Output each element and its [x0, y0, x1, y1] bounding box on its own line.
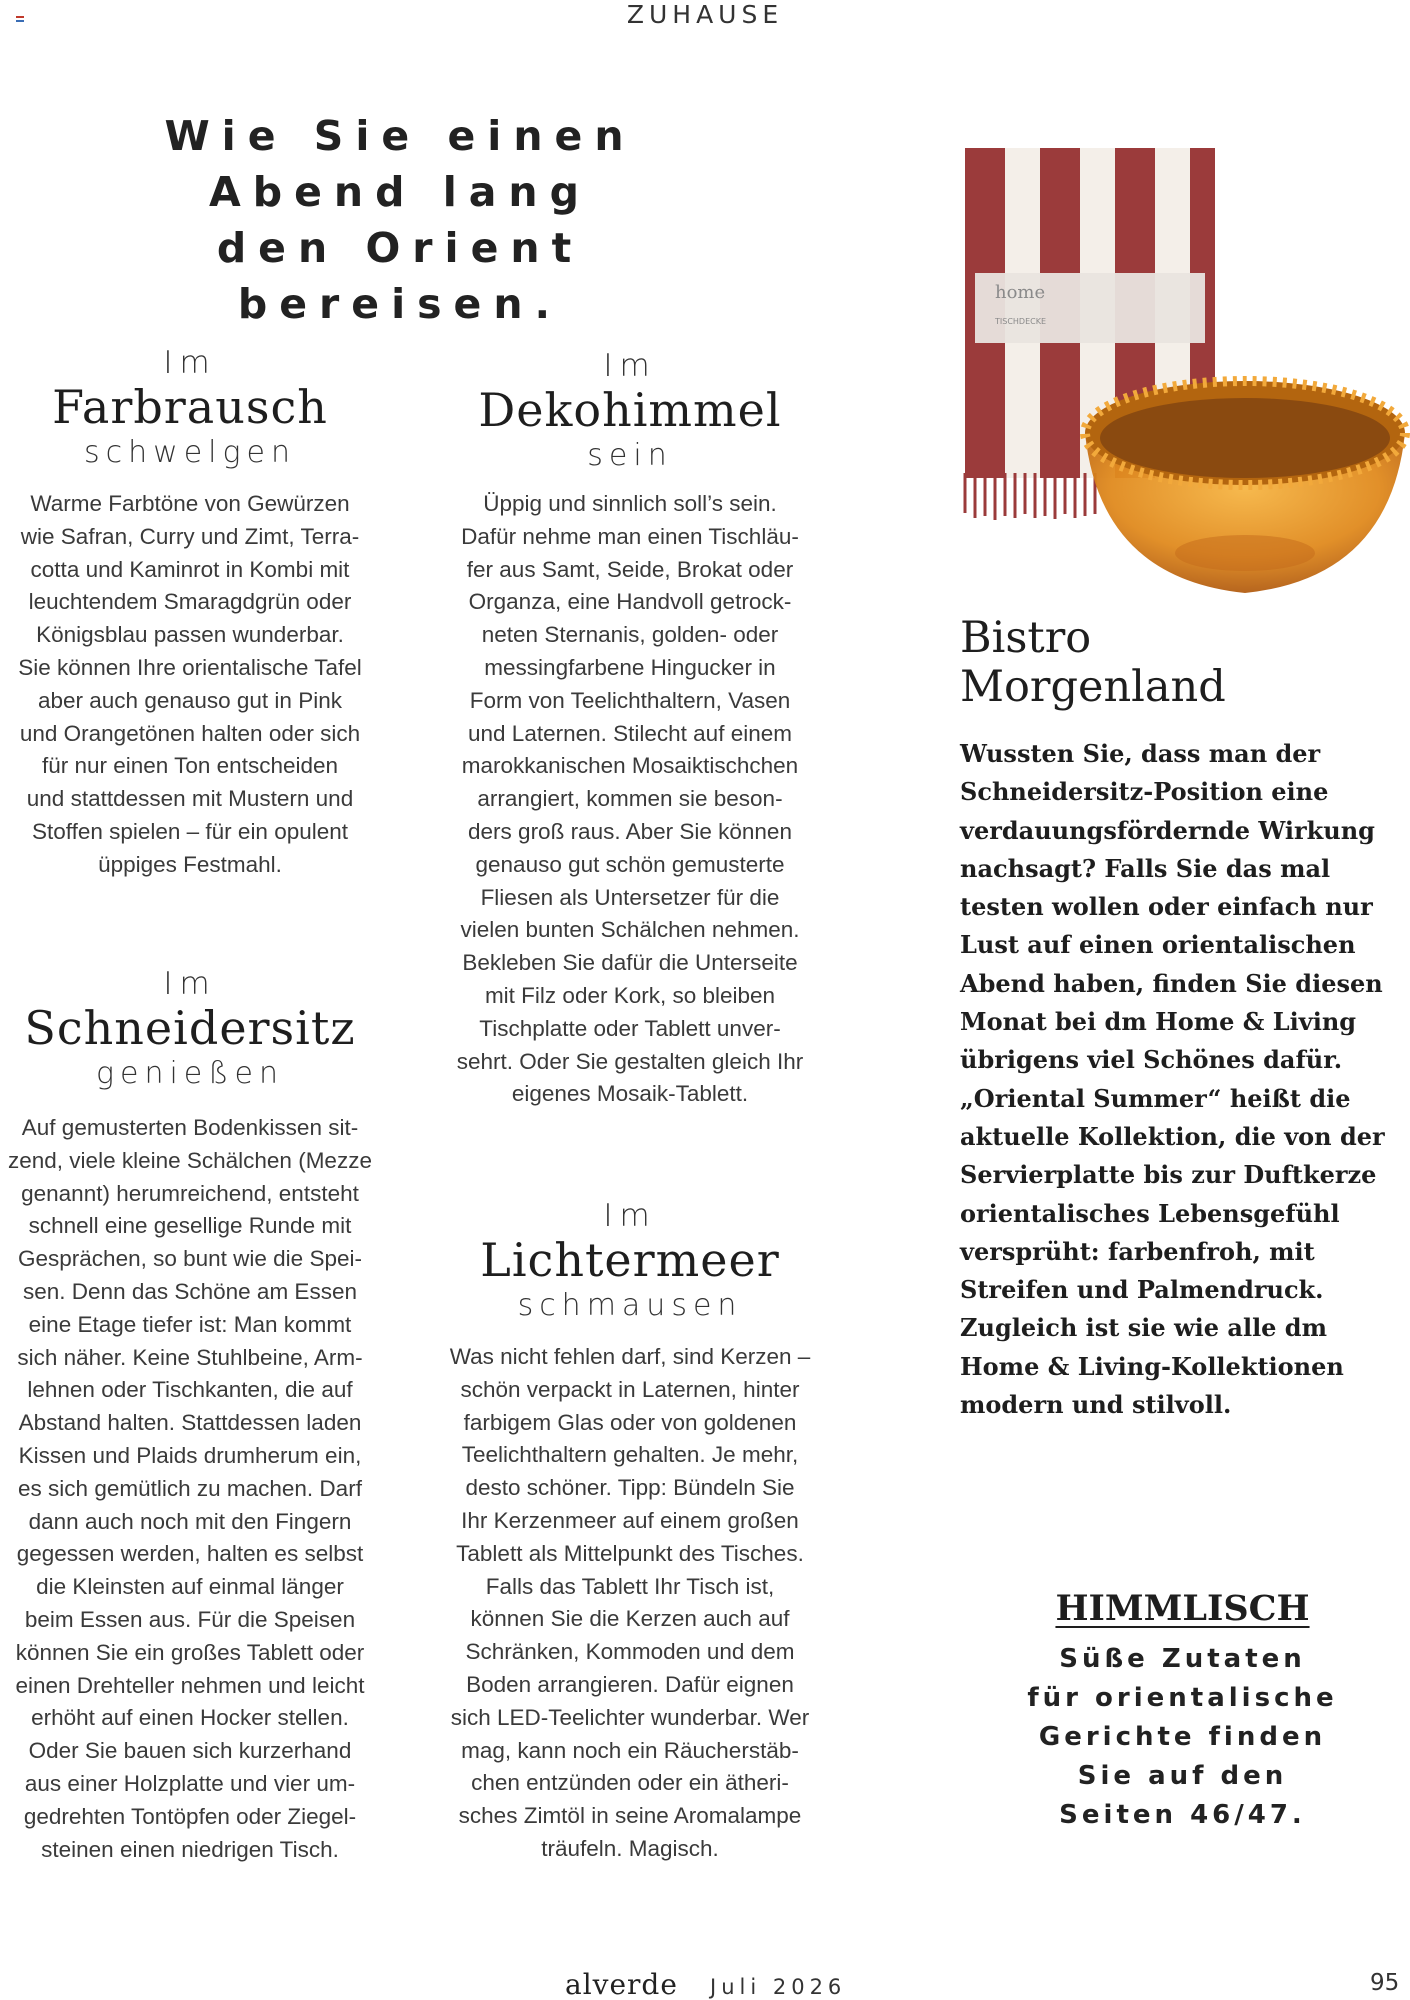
amber-bowl-image: [1085, 381, 1405, 593]
section-text-farbrausch: Warme Farbtöne von Gewürzen wie Safran, Curry und Zimt, Terra- cotta und Kaminrot in Kombi mit leuchtendem Smaragdgrün oder Königsblau passen wunderbar. Sie können Ihre orientalische Tafel aber auch genauso gut in Pink und Orangetönen halten oder sich für nur einen Ton entscheiden und stattdessen mit Mustern und Stoffen spielen – für ein opulent üppiges Festmahl.: [18, 491, 362, 877]
bistro-text: Wussten Sie, dass man der Schneidersitz-Position eine verdauungsfördernde Wirkung nachsagt? Falls Sie das mal testen wollen oder einfach nur Lust auf einen orientalischen Abend haben, finden Sie diesen Monat bei dm Home & Living übrigens viel Schönes dafür. „Oriental Summer“ heißt die aktuelle Kollektion, die von der Servierplatte bis zur Duftkerze orientalisches Lebensgefühl versprüht: farbenfroh, mit Streifen und Palmendruck. Zugleich ist sie wie alle dm Home & Living-Kollektionen modern und stilvoll.: [960, 739, 1385, 1420]
heading-suffix: schmausen: [517, 1288, 743, 1323]
heading-main: Farbrausch: [52, 380, 328, 434]
heading-prefix: Im: [603, 348, 657, 384]
page-title: Wie Sie einen Abend lang den Orient bereisen.: [164, 112, 636, 328]
product-photo: [935, 138, 1410, 603]
heading-suffix: sein: [587, 438, 673, 473]
heading-prefix: Im: [163, 966, 217, 1002]
corner-mark: [16, 16, 24, 22]
footer-date: Juli 2026: [710, 1975, 847, 1999]
package-brand: home: [995, 282, 1046, 303]
heading-prefix: Im: [603, 1198, 657, 1234]
heading-prefix: Im: [163, 345, 217, 381]
section-heading-dekohimmel: [440, 348, 820, 476]
section-label: ZUHAUSE: [626, 0, 784, 29]
section-heading-lichtermeer: [440, 1198, 820, 1326]
heading-suffix: genießen: [95, 1056, 285, 1091]
heading-suffix: schwelgen: [84, 435, 296, 470]
section-text-lichtermeer: Was nicht fehlen darf, sind Kerzen – schön verpackt in Laternen, hinter farbigem Glas oder von goldenen Teelichthaltern gehalten. Je mehr, desto schöner. Tipp: Bündeln Sie Ihr Kerzenmeer auf einem großen Tablett als Mittelpunkt des Tisches. Falls das Tablett Ihr Tisch ist, können Sie die Kerzen auch auf Schränken, Kommoden und dem Boden arrangieren. Dafür eignen sich LED-Teelichter wunderbar. Wer mag, kann noch ein Räucherstäb- chen entzünden oder ein ätheri- sches Zimtöl in seine Aromalampe träufeln. Magisch.: [449, 1344, 811, 1861]
himmlisch-title: HIMMLISCH: [1055, 1588, 1310, 1629]
footer-brand-logo: alverde: [565, 1968, 678, 2000]
heading-main: Dekohimmel: [478, 383, 782, 437]
section-text-schneidersitz: Auf gemusterten Bodenkissen sit- zend, viele kleine Schälchen (Mezze genannt) herumreichend, entsteht schnell eine gesellige Runde mit Gesprächen, so bunt wie die Spei- sen. Denn das Schöne am Essen eine Etage tiefer ist: Man kommt sich näher. Keine Stuhlbeine, Arm- lehnen oder Tischkanten, die auf Abstand halten. Stattdessen laden Kissen und Plaids drumherum ein, es sich gemütlich zu machen. Darf dann auch noch mit den Fingern gegessen werden, halten es selbst die Kleinsten auf einmal länger beim Essen aus. Für die Speisen können Sie ein großes Tablett oder einen Drehteller nehmen und leicht erhöht auf einen Hocker stellen. Oder Sie bauen sich kurzerhand aus einer Holzplatte und vier um- gedrehten Tontöpfen oder Ziegel- steinen einen niedrigen Tisch.: [8, 1115, 372, 1862]
section-heading-farbrausch: [10, 345, 370, 473]
heading-main: Schneidersitz: [24, 1001, 356, 1055]
page-number: 95: [1370, 1970, 1400, 1996]
himmlisch-text: Süße Zutaten für orientalische Gerichte finden Sie auf den Seiten 46/47.: [1027, 1644, 1338, 1830]
package-label: TISCHDECKE: [995, 317, 1047, 326]
heading-main: Lichtermeer: [480, 1233, 780, 1287]
bistro-title: Bistro Morgenland: [960, 613, 1226, 712]
section-heading-schneidersitz: [0, 966, 380, 1094]
section-text-dekohimmel: Üppig und sinnlich soll’s sein. Dafür nehme man einen Tischläu- fer aus Samt, Seide, Brokat oder Organza, eine Handvoll getrock- neten Sternanis, golden- oder messingfarbene Hingucker in Form von Teelichthaltern, Vasen und Laternen. Stilecht auf einem marokkanischen Mosaiktischchen arrangiert, kommen sie beson- ders groß raus. Aber Sie können genauso gut schön gemusterte Fliesen als Untersetzer für die vielen bunten Schälchen nehmen. Bekleben Sie dafür die Unterseite mit Filz oder Kork, so bleiben Tischplatte oder Tablett unver- sehrt. Oder Sie gestalten gleich Ihr eigenes Mosaik-Tablett.: [456, 491, 804, 1107]
